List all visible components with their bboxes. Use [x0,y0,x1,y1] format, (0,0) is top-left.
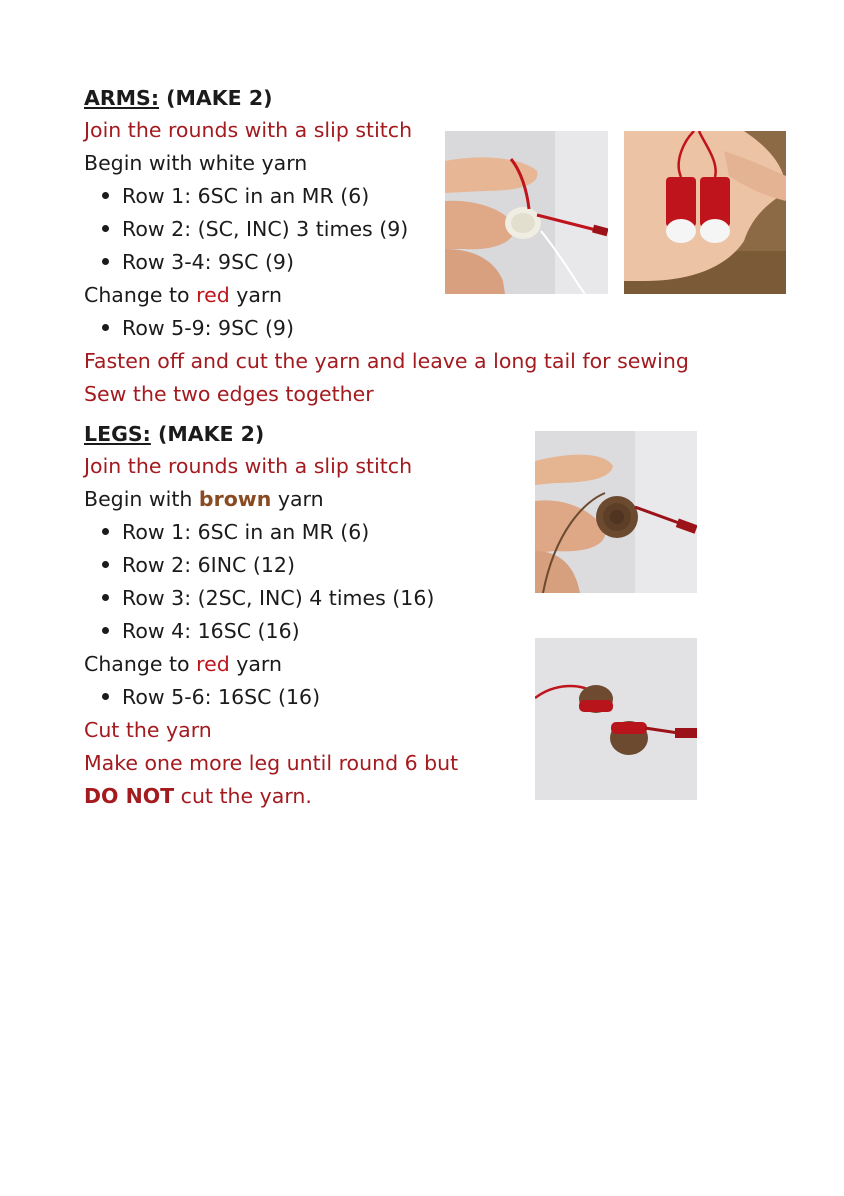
change-prefix: Change to [84,283,197,307]
legs-row-item [102,551,295,579]
change-suffix: yarn [229,652,282,676]
legs-row-text: Row 3: (2SC, INC) 4 times (16) [122,586,435,610]
legs-row-item [102,584,434,612]
begin-color-word: brown [198,487,272,511]
arms-row-text: Row 2: (SC, INC) 3 times (9) [122,217,409,241]
arms-join-text: Join the rounds with a slip stitch [84,118,413,142]
legs-row-text: Row 4: 16SC (16) [122,619,300,643]
legs-row-item [102,617,300,645]
do-not-rest: cut the yarn. [174,784,312,808]
legs-do-not-line [84,782,312,810]
arms-row-text: Row 3-4: 9SC (9) [122,250,294,274]
legs-row-item [102,683,320,711]
do-not-emphasis: DO NOT [84,784,175,808]
bullet-icon [102,192,109,199]
arms-begin-text: Begin with white yarn [84,151,308,175]
legs-change-text [84,650,282,678]
arms-row-item [102,182,369,210]
legs-begin-text [84,485,324,513]
arms-row-text: Row 1: 6SC in an MR (6) [122,184,370,208]
arms-sew-text: Sew the two edges together [84,382,374,406]
bullet-icon [102,258,109,265]
begin-prefix: Begin with [84,487,199,511]
arms-heading-label: ARMS: [84,86,160,110]
bullet-icon [102,561,109,568]
legs-heading-label: LEGS: [84,422,151,446]
arms-heading-count: (MAKE 2) [159,86,273,110]
change-prefix: Change to [84,652,197,676]
bullet-icon [102,594,109,601]
arms-row-item [102,215,408,243]
arms-row-item [102,248,294,276]
bullet-icon [102,693,109,700]
change-color-word: red [196,652,230,676]
arms-row-item [102,314,294,342]
legs-row-item [102,518,369,546]
legs-row-text: Row 5-6: 16SC (16) [122,685,321,709]
arms-change-text [84,281,282,309]
arms-fasten-text: Fasten off and cut the yarn and leave a long tail for sewing [84,349,689,373]
arm-photo-1 [445,131,608,294]
bullet-icon [102,225,109,232]
begin-suffix: yarn [271,487,324,511]
legs-join-text: Join the rounds with a slip stitch [84,454,413,478]
change-suffix: yarn [229,283,282,307]
leg-photo-2 [535,638,697,800]
legs-row-text: Row 2: 6INC (12) [122,553,295,577]
bullet-icon [102,627,109,634]
legs-make-more-text: Make one more leg until round 6 but [84,751,459,775]
leg-photo-1 [535,431,697,593]
legs-row-text: Row 1: 6SC in an MR (6) [122,520,370,544]
arms-row-text: Row 5-9: 9SC (9) [122,316,294,340]
legs-cut-text: Cut the yarn [84,718,212,742]
change-color-word: red [196,283,230,307]
arms-heading [84,84,272,112]
arm-photo-2 [624,131,786,294]
bullet-icon [102,324,109,331]
bullet-icon [102,528,109,535]
legs-heading [84,420,264,448]
legs-heading-count: (MAKE 2) [150,422,265,446]
